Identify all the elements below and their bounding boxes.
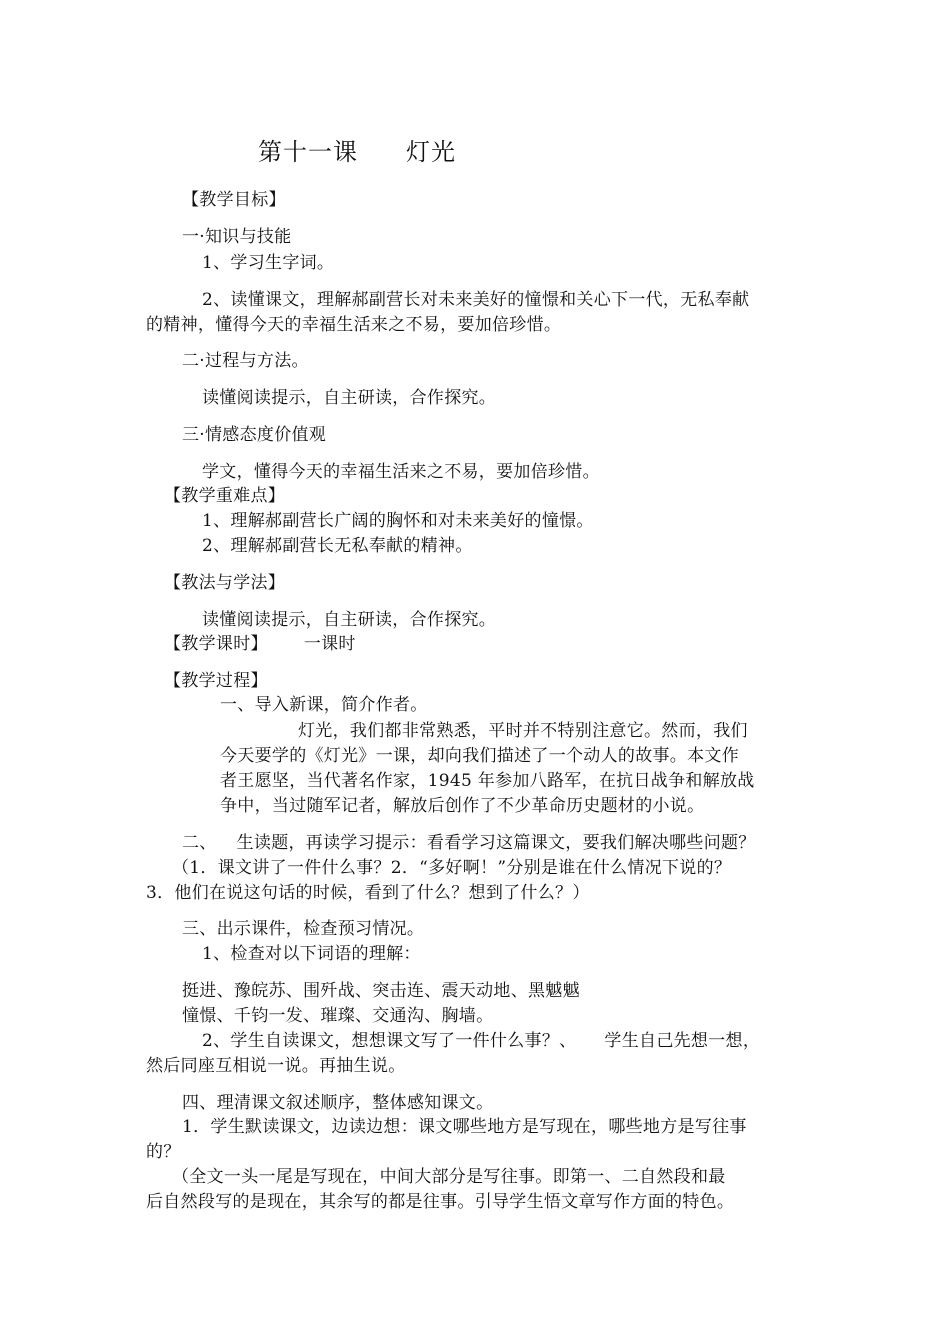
paragraph-cont: 争中，当过随军记者，解放后创作了不少革命历史题材的小说。 <box>220 796 705 816</box>
paragraph: 读懂阅读提示，自主研读，合作探究。 <box>202 610 497 630</box>
paragraph-cont: 然后同座互相说一说。再抽生说。 <box>146 1056 406 1076</box>
key-point-item: 1、理解郝副营长广阔的胸怀和对未来美好的憧憬。 <box>202 511 594 531</box>
hours-value: 一课时 <box>303 634 356 654</box>
lesson-number: 第十一课 <box>258 138 358 166</box>
step-heading: 三、出示课件，检查预习情况。 <box>182 919 425 939</box>
paragraph-cont: 后自然段写的是现在，其余写的都是往事。引导学生悟文章写作方面的特色。 <box>146 1192 735 1212</box>
subheading-process: 二·过程与方法。 <box>182 351 309 371</box>
section-heading-hours <box>164 633 356 655</box>
subheading-knowledge: 一·知识与技能 <box>182 227 292 247</box>
section-heading-objectives: 【教学目标】 <box>182 190 286 210</box>
sub-item: 1．学生默读课文，边读边想：课文哪些地方是写现在，哪些地方是写往事 <box>182 1117 747 1137</box>
paragraph-cont: 的？ <box>146 1142 181 1162</box>
paragraph: 灯光，我们都非常熟悉，平时并不特别注意它。然而，我们 <box>298 721 748 741</box>
section-heading-key-points: 【教学重难点】 <box>164 486 286 506</box>
section-heading-methods: 【教法与学法】 <box>164 573 286 593</box>
lesson-title <box>258 136 456 168</box>
step-text: 生读题，再读学习提示：看看学习这篇课文，要我们解决哪些问题？ <box>236 833 756 853</box>
objective-item: 1、学习生字词。 <box>202 253 335 273</box>
hours-label: 【教学课时】 <box>164 634 268 654</box>
objective-item: 2、读懂课文，理解郝副营长对未来美好的憧憬和关心下一代，无私奉献 <box>202 290 750 310</box>
subheading-emotion: 三·情感态度价值观 <box>182 425 327 445</box>
sub-item-text: 学生自己先想一想， <box>604 1031 761 1051</box>
objective-item-cont: 的精神，懂得今天的幸福生活来之不易，要加倍珍惜。 <box>146 315 562 335</box>
paragraph: （1．课文讲了一件什么事？2．“多好啊！”分别是谁在什么情况下说的？ <box>172 858 732 878</box>
vocabulary-list: 挺进、豫皖苏、围歼战、突击连、震天动地、黑魆魆 <box>182 981 580 1001</box>
paragraph-cont: 今天要学的《灯光》一课，却向我们描述了一个动人的故事。本文作 <box>220 746 739 766</box>
sub-item: 1、检查对以下词语的理解： <box>202 944 421 964</box>
paragraph-cont: 3．他们在说这句话的时候，看到了什么？想到了什么？） <box>146 883 590 903</box>
paragraph: 读懂阅读提示，自主研读，合作探究。 <box>202 388 497 408</box>
paragraph: （全文一头一尾是写现在，中间大部分是写往事。即第一、二自然段和最 <box>172 1167 726 1187</box>
sub-item-text: 2、学生自读课文，想想课文写了一件什么事？、 <box>202 1031 577 1051</box>
vocabulary-list: 憧憬、千钧一发、璀璨、交通沟、胸墙。 <box>182 1006 494 1026</box>
step-heading: 四、理清课文叙述顺序，整体感知课文。 <box>182 1093 494 1113</box>
step-heading: 一、导入新课，简介作者。 <box>220 695 428 715</box>
paragraph-cont: 者王愿坚，当代著名作家，1945 年参加八路军，在抗日战争和解放战 <box>220 771 755 791</box>
section-heading-process: 【教学过程】 <box>164 671 268 691</box>
key-point-item: 2、理解郝副营长无私奉献的精神。 <box>202 536 473 556</box>
paragraph: 学文，懂得今天的幸福生活来之不易，要加倍珍惜。 <box>202 462 600 482</box>
lesson-name: 灯光 <box>406 138 456 166</box>
sub-item <box>202 1030 760 1052</box>
step-number: 二、 <box>182 833 217 853</box>
step-heading <box>182 832 756 854</box>
